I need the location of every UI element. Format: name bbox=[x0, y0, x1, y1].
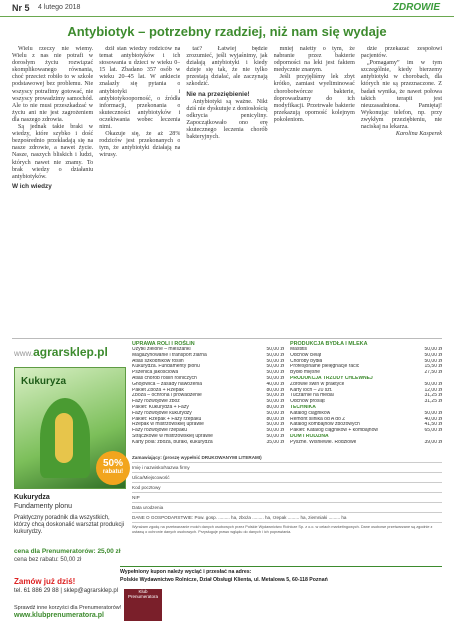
product-title: Gnojowica – zasady nawożenia bbox=[132, 381, 203, 387]
product-subtitle: Fundamenty plonu bbox=[14, 503, 72, 510]
paragraph: Jeśli przyjęliśmy lek zbyt krótko, zamiast wyeliminować chorobotwórcze bakterie, doprowadzamy do ich modyfikacji. Przetrwałe bakterie przekazują oporność kolejnym pokoleniom. bbox=[273, 74, 355, 123]
product-title: Zdrowie świń w praktyce bbox=[290, 381, 345, 387]
product-price: 50,00 zł bbox=[266, 410, 284, 416]
product-price: 50,00 zł bbox=[424, 410, 442, 416]
article-title: Antybiotyk – potrzebny rzadziej, niż nam się wydaje bbox=[67, 24, 387, 39]
product-title: Użytki zielone – mieszanki bbox=[132, 347, 191, 352]
issue-number: Nr 5 bbox=[12, 3, 30, 13]
farm-data-field[interactable]: DANE O GOSPODARSTWIE: Pow. gosp. ......... ha, zboża ......... ha, rzepak ......... ha, ziemniaki ......... ha bbox=[132, 513, 442, 523]
mailing-address: Polskie Wydawnictwo Rolnicze, Dział Obsługi Klienta, ul. Metalowa 5, 60-118 Poznań bbox=[120, 577, 328, 583]
product-title: Tuczarnie na medal bbox=[290, 393, 334, 399]
discount-percent: 50% bbox=[102, 458, 123, 469]
product-price: 12,00 zł bbox=[424, 387, 442, 393]
product-price: 27,50 zł bbox=[424, 370, 442, 376]
product-title: Pakiet: Katalog ciągników + kombajnów bbox=[290, 428, 378, 434]
form-field[interactable]: Kod pocztowy bbox=[132, 483, 442, 493]
product-price: 50,00 zł bbox=[266, 393, 284, 399]
product-title: Katalog kombajnów zbożowych bbox=[290, 422, 360, 428]
product-title: Fazy rozwojowe rzepaku bbox=[132, 428, 188, 434]
corn-cob-graphic bbox=[55, 413, 73, 463]
paragraph: Antybiotyki są ważne. Nikt dziś nie dyskutuje z doniosłością odkrycia penicyliny. Zapoczątkowało ono erę skutecznego leczenia chorób bakteryjnych. bbox=[186, 98, 268, 141]
order-heading: Zamów już dziś! bbox=[14, 577, 76, 586]
paragraph: tać? Łatwiej będzie zrozumieć, jeśli wyjaśnimy, jak działają antybiotyki i kiedy dzieje się tak, że nie tylko przestają działać, ale zaczynają szkodzić. bbox=[186, 46, 268, 88]
product-title: Profesjonalne pielęgnacje racic bbox=[290, 364, 360, 370]
product-title: Pszenica jakościowa bbox=[132, 370, 179, 376]
product-title: Magazynowanie i transport ziarna bbox=[132, 352, 207, 358]
product-price: 40,00 zł bbox=[266, 381, 284, 387]
price-list-heading: UPRAWA ROLI I ROŚLIN bbox=[132, 341, 195, 347]
price-list-right bbox=[290, 341, 442, 446]
product-title: Karty loch – 20 szt. bbox=[290, 387, 333, 393]
product-title: Fazy rozwojowe kukurydzy bbox=[132, 410, 192, 416]
price-row[interactable] bbox=[290, 440, 442, 446]
product-title: Bydło mięsne bbox=[290, 370, 321, 376]
product-name: Kukurydza bbox=[14, 494, 50, 501]
article-body bbox=[12, 46, 442, 336]
column-1 bbox=[12, 46, 93, 336]
product-price: 31,25 zł bbox=[424, 393, 442, 399]
mailing-line-1: Wypełniony kupon należy wyciąć i przesłać na adres: bbox=[120, 569, 252, 575]
product-price: 50,00 zł bbox=[266, 358, 284, 364]
book-brand: Kukuryza bbox=[21, 376, 67, 387]
product-title: Choroby bydła bbox=[290, 358, 323, 364]
column-5 bbox=[361, 46, 442, 336]
product-title: Rzepak w mistrzowskiej uprawie bbox=[132, 422, 204, 428]
product-title: Fazy rozwojowe zbóż bbox=[132, 399, 180, 405]
issue-date: 4 lutego 2018 bbox=[38, 4, 81, 11]
product-price: 50,00 zł bbox=[266, 347, 284, 352]
form-field[interactable]: Ulica/Miejscowość bbox=[132, 473, 442, 483]
product-title: Karty pola: zboża, buraki, kukurydza bbox=[132, 439, 213, 445]
product-title: Atlas chorób roślin rolniczych bbox=[132, 375, 197, 381]
website-prefix: www. bbox=[14, 349, 34, 358]
product-title: Kukurydza. Fundamenty plonu bbox=[132, 364, 200, 370]
product-price: 80,00 zł bbox=[266, 416, 284, 422]
product-price: 65,00 zł bbox=[424, 428, 442, 434]
paragraph: dził stan wiedzy rodziców na temat antybiotyków i ich stosowania u dzieci w wieku 0–15 lat. Zbadano 357 osób w wieku 20–45 lat. W ankiecie znalazły się pytania o antybiotyki i antybiotykooporność, o źródła informacji, przekonania o skuteczności antybiotyków i oczekiwania wobec leczenia nimi. bbox=[99, 46, 181, 131]
product-price: 50,00 zł bbox=[266, 370, 284, 376]
club-website[interactable]: www.klubprenumeratora.pl bbox=[14, 612, 104, 619]
product-price: 50,00 zł bbox=[266, 433, 284, 439]
form-field[interactable]: NIP bbox=[132, 493, 442, 503]
subheading: Nie na przeziębienie! bbox=[186, 90, 250, 98]
product-price: 50,00 zł bbox=[424, 352, 442, 358]
product-price: 50,00 zł bbox=[266, 364, 284, 370]
regular-price: cena bez rabatu: 50,00 zł bbox=[14, 557, 82, 563]
product-title: Zboża – ochrona i prowadzenie bbox=[132, 393, 202, 399]
discount-text: rabatu! bbox=[102, 469, 124, 475]
product-price: 50,00 zł bbox=[266, 375, 284, 381]
product-title: Atlas szkodników roślin bbox=[132, 358, 184, 364]
product-price: 39,00 zł bbox=[424, 439, 442, 445]
paragraph: Wielu rzeczy nie wiemy. Wielu z nas nie potrafi w dorosłym życiu rozwiązać skomplikowanego równania, choć przecież robiło to w szkole podstawowej bez problemu. Nie wszyscy potrafimy gotować, nie wszyscy prowadzimy samochód. Ale to nie musi przeszkadzać w życiu ani nie jest zagrożeniem dla naszego zdrowia. bbox=[12, 46, 94, 123]
product-price: 50,00 zł bbox=[424, 358, 442, 364]
shop-website[interactable] bbox=[14, 345, 108, 359]
paragraph: Są jednak takie braki w wiedzy, które szybko i dość bezpośrednio przekładają się na nasze zdrowie, a nawet życie. Nasze, naszych bliskich i ludzi, których nawet nie znamy. To brak wiedzy o działaniu antybiotyków. bbox=[12, 124, 94, 180]
product-title: PRODUKCJA TRZODY CHLEWNEJ bbox=[290, 375, 373, 381]
price-list-heading: PRODUKCJA BYDŁA I MLEKA bbox=[290, 341, 368, 347]
discount-badge bbox=[96, 451, 130, 485]
paragraph: dzie przekazać zespołowi pacjentów. bbox=[360, 46, 443, 60]
column-3 bbox=[186, 46, 267, 336]
column-4 bbox=[274, 46, 355, 336]
product-title: Pakiet: Rzepak + Fazy rzepaku bbox=[132, 416, 202, 422]
contact-info[interactable]: tel. 61 886 29 88 | sklep@agrarsklep.pl bbox=[14, 588, 119, 594]
legal-text: Wyrażam zgodę na przetwarzanie moich danych osobowych przez Polskie Wydawnictwo Rolnicze Sp. z o.o. w celach marketingowych. Dane osobowe przetwarzane są zgodnie z ustawą o ochronie danych osobowych. Przysługuje prawo wglądu do danych i ich poprawiania. bbox=[132, 525, 433, 534]
form-field[interactable]: Imię i nazwisko/Nazwa firmy bbox=[132, 463, 442, 473]
product-price: 31,25 zł bbox=[424, 399, 442, 405]
product-price: 50,00 zł bbox=[424, 381, 442, 387]
price-list-left bbox=[132, 341, 284, 446]
product-price: 80,00 zł bbox=[266, 404, 284, 410]
paragraph: mniej naletty o tym, że nabranie przez bakterie odporności na leki jest faktem medycznie znanym. bbox=[273, 46, 355, 74]
product-price: 35,00 zł bbox=[266, 439, 284, 445]
club-note: Sprawdź inne korzyści dla Prenumeratorów! bbox=[14, 605, 122, 611]
product-title: Remont silnika od A do Z bbox=[290, 416, 346, 422]
product-title: Strączkowe w mistrzowskiej uprawie bbox=[132, 433, 213, 439]
product-price: 50,00 zł bbox=[266, 352, 284, 358]
website-name: agrarsklep.pl bbox=[33, 345, 108, 359]
product-title: Pakiet: Kukurydza + Fazy bbox=[132, 404, 189, 410]
product-price: 40,00 zł bbox=[424, 416, 442, 422]
product-price: 50,00 zł bbox=[424, 347, 442, 352]
subheading: W ich wiedzy bbox=[12, 182, 52, 190]
price-list bbox=[132, 339, 442, 454]
paragraph: „Pomagamy” im w tym szczególnie, kiedy bierzemy antybiotyki w chorobach, dla których nie są przeznaczone. Z badań wynika, że nawet połowa takich terapii jest nieuzasadniona. Pamiętaj! Wykonując telefon, np. przy zwykłym przeziębieniu, nie naciskaj na lekarza. bbox=[360, 60, 443, 131]
product-price: 80,00 zł bbox=[266, 387, 284, 393]
product-price: 50,00 zł bbox=[266, 399, 284, 405]
form-field[interactable]: Data urodzenia bbox=[132, 503, 442, 513]
price-row[interactable] bbox=[132, 440, 284, 446]
form-header: Zamawiający: (proszę wypełnić DRUKOWANYMI LITERAMI) bbox=[132, 453, 442, 463]
product-title: Katalog ciągników bbox=[290, 410, 331, 416]
mailing-instructions bbox=[120, 566, 442, 587]
product-title: Pakiet Zboża + Rzepak bbox=[132, 387, 184, 393]
product-price: 50,00 zł bbox=[266, 422, 284, 428]
product-title: Pyszne. Wiśniewie. Rodziowe bbox=[290, 439, 357, 445]
order-form bbox=[132, 453, 442, 571]
product-title: TECHNIKA bbox=[290, 404, 316, 410]
column-2 bbox=[99, 46, 180, 336]
product-price: 50,00 zł bbox=[266, 428, 284, 434]
product-title: Odchów prosiąt bbox=[290, 399, 325, 405]
section-label: ZDROWIE bbox=[392, 2, 440, 13]
author-signature: Karolina Kasperek bbox=[395, 131, 443, 138]
product-price: 41,50 zł bbox=[424, 422, 442, 428]
product-price: 15,50 zł bbox=[424, 364, 442, 370]
club-logo-text: Klub Prenumeratora bbox=[127, 589, 158, 599]
paragraph: Okazuje się, że aż 28% rodziców jest przekonanych o tym, że antybiotyki działają na wirusy. bbox=[99, 131, 181, 159]
product-title: Odchów cieląt bbox=[290, 352, 322, 358]
product-title: Mastitis bbox=[290, 347, 307, 352]
product-description: Praktyczny poradnik dla wszystkich, którzy chcą doskonalić warsztat produkcji kukurydzy. bbox=[14, 515, 125, 535]
member-price: cena dla Prenumeratorów: 25,00 zł bbox=[14, 548, 121, 555]
club-logo bbox=[124, 589, 162, 621]
product-title: DOM I RODZINA bbox=[290, 433, 329, 439]
page-header bbox=[0, 0, 454, 17]
